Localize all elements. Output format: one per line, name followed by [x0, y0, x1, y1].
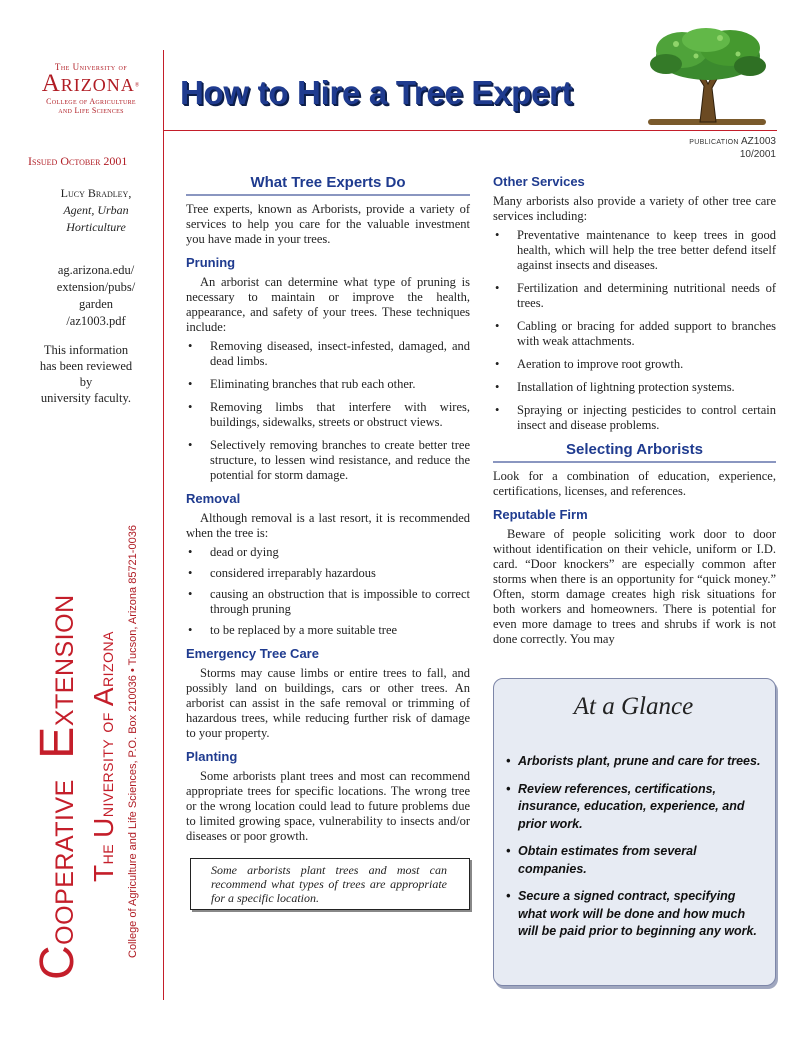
pruning-paragraph: An arborist can determine what type of pruning is necessary to maintain or improve the health, appearance, and safety of your trees. These techniques include: — [186, 275, 470, 334]
subheading-pruning: Pruning — [186, 255, 236, 270]
list-item: • Obtain estimates from several companies. — [506, 843, 761, 878]
logo-college-line1: College of Agriculture — [46, 97, 136, 107]
university-of-arizona-vertical: The University of Arizona — [88, 631, 119, 882]
list-item: • Removing diseased, insect-infested, damaged, and dead limbs. — [186, 339, 470, 369]
list-item: • Eliminating branches that rub each other. — [186, 377, 470, 392]
subheading-removal: Removal — [186, 491, 241, 506]
list-item: • Arborists plant, prune and care for trees. — [506, 753, 761, 771]
university-logo — [28, 62, 154, 115]
subheading-other-services: Other Services — [493, 174, 585, 189]
publication-info — [689, 136, 776, 161]
at-a-glance-title: At a Glance — [573, 693, 694, 720]
list-item: • Installation of lightning protection systems. — [493, 380, 776, 395]
list-item: • Cabling or bracing for added support to branches with weak attachments. — [493, 319, 776, 349]
subheading-planting: Planting — [186, 749, 238, 764]
vertical-divider — [163, 50, 164, 1000]
issued-date: Issued October 2001 — [28, 154, 128, 168]
at-a-glance-list — [506, 753, 761, 941]
author-name: Lucy Bradley, — [60, 186, 132, 200]
publication-number: AZ1003 — [740, 136, 776, 147]
list-item: • Secure a signed contract, specifying what work will be done and how much will be paid prior to beginning any work. — [506, 888, 761, 941]
author-block — [46, 185, 146, 236]
tree-icon — [646, 26, 768, 130]
author-role-line2: Horticulture — [66, 220, 126, 234]
selecting-paragraph: Look for a combination of education, experience, certifications, licenses, and references. — [493, 469, 776, 498]
list-item: • Review references, certifications, insurance, education, experience, and prior work. — [506, 781, 761, 834]
url-line: /az1003.pdf — [66, 314, 126, 328]
url-line: ag.arizona.edu/ — [57, 263, 135, 277]
list-item: • considered irreparably hazardous — [186, 566, 470, 581]
at-a-glance-box — [493, 678, 776, 986]
list-item: • causing an obstruction that is impossible to correct through pruning — [186, 587, 470, 617]
removal-paragraph: Although removal is a last resort, it is recommended when the tree is: — [186, 511, 470, 540]
url-line: extension/pubs/ — [56, 280, 136, 294]
section-heading-selecting-arborists: Selecting Arborists — [493, 441, 776, 463]
address-vertical: College of Agriculture and Life Sciences, P.O. Box 210036 • Tucson, Arizona 85721-0036 — [127, 525, 139, 958]
url-line: garden — [78, 297, 113, 311]
publication-label: PUBLICATION — [689, 139, 739, 146]
review-line: has been reviewed — [39, 359, 133, 373]
publication-url[interactable] — [44, 262, 148, 330]
subheading-emergency-tree-care: Emergency Tree Care — [186, 646, 319, 661]
reputable-paragraph: Beware of people soliciting work door to door without identification on their vehicle, uniform or I.D. card. “Door knockers” are especially common after storms when there is an opportunity for “quick money.” Often, storm damage creates high risk situations for both workers and homeowners. There is potential for even more damage to trees and shrubs if work is not done correctly. You may — [493, 527, 776, 646]
pruning-list — [186, 339, 470, 483]
logo-top-text: The University of — [54, 62, 128, 72]
review-line: university faculty. — [40, 391, 132, 405]
pull-quote: Some arborists plant trees and most can recommend what types of trees are appropriate for a specific location. — [190, 858, 470, 910]
removal-list — [186, 545, 470, 638]
section-heading-what-tree-experts-do: What Tree Experts Do — [186, 174, 470, 196]
intro-paragraph: Tree experts, known as Arborists, provide a variety of services to help you care for the valuable investment you have made in your trees. — [186, 202, 470, 246]
logo-name: Arizona® — [41, 70, 141, 97]
page-title: How to Hire a Tree Expert — [180, 74, 573, 111]
subheading-reputable-firm: Reputable Firm — [493, 507, 588, 522]
publication-date: 10/2001 — [739, 149, 776, 160]
cooperative-extension-vertical: Cooperative Extension — [31, 594, 84, 980]
list-item: • dead or dying — [186, 545, 470, 560]
right-column — [493, 174, 776, 647]
planting-paragraph: Some arborists plant trees and most can recommend appropriate trees for specific locations. The wrong tree or the wrong location could lead to future problems due to limited growing space, vulnerability to insects and/or diseases or poor growth. — [186, 769, 470, 843]
author-role-line1: Agent, Urban — [63, 203, 129, 217]
review-line: This information — [43, 343, 129, 357]
header-divider — [163, 130, 777, 131]
list-item: • Preventative maintenance to keep trees in good health, which will help the tree better defend itself against insects and diseases. — [493, 228, 776, 273]
list-item: • Spraying or injecting pesticides to control certain insect and disease problems. — [493, 403, 776, 433]
list-item: • to be replaced by a more suitable tree — [186, 623, 470, 638]
list-item: • Aeration to improve root growth. — [493, 357, 776, 372]
registered-mark: ® — [134, 82, 141, 89]
list-item: • Fertilization and determining nutritional needs of trees. — [493, 281, 776, 311]
other-services-list — [493, 228, 776, 433]
review-note — [26, 342, 146, 406]
left-column — [186, 174, 470, 910]
other-services-paragraph: Many arborists also provide a variety of other tree care services including: — [493, 194, 776, 223]
review-line: by — [79, 375, 93, 389]
list-item: • Removing limbs that interfere with wires, buildings, sidewalks, streets or obstruct views. — [186, 400, 470, 430]
logo-college-line2: and Life Sciences — [58, 106, 124, 116]
list-item: • Selectively removing branches to create better tree structure, to lessen wind resistance, and reduce the potential for storm damage. — [186, 438, 470, 483]
emergency-paragraph: Storms may cause limbs or entire trees to fall, and possibly land on buildings, cars or other trees. An arborist can assist in the safe removal or trimming of hazardous trees, while reducing further risk of damage to your property. — [186, 666, 470, 740]
